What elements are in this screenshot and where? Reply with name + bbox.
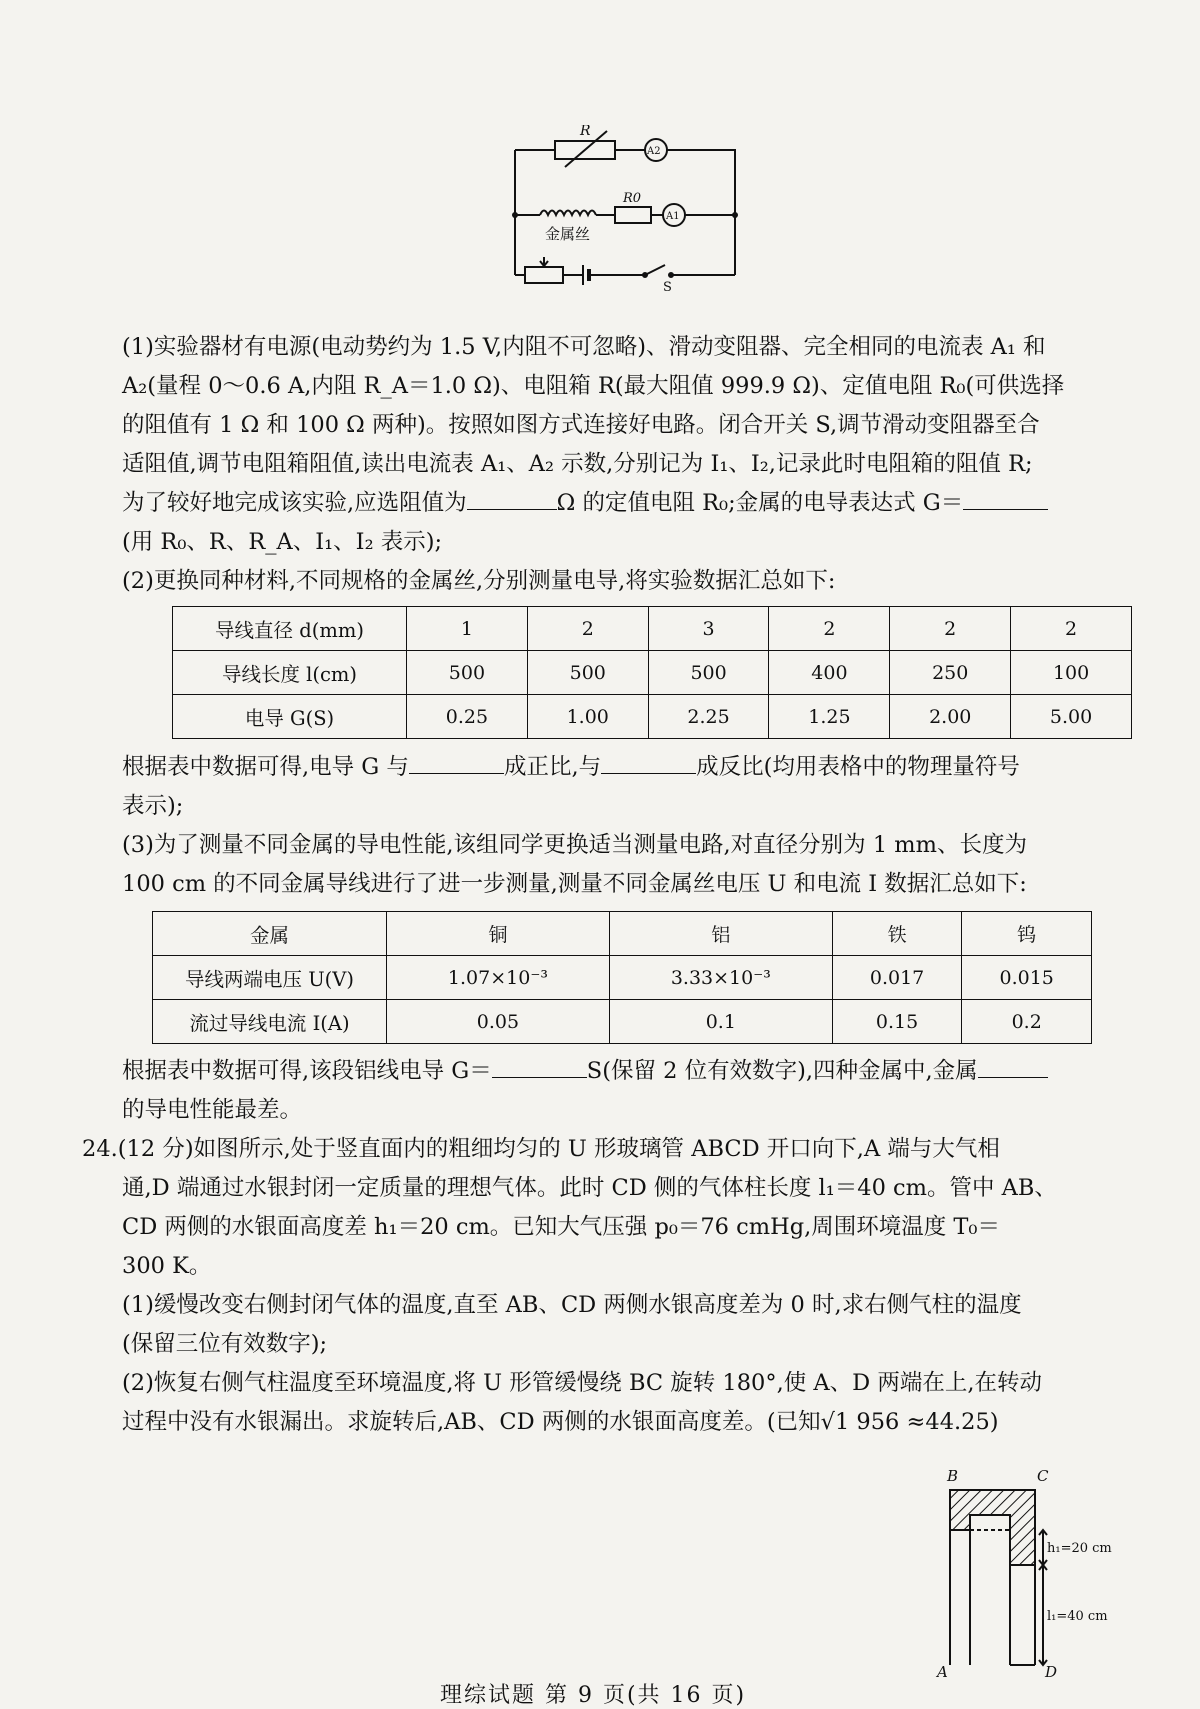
- table2-cell: 0.15: [832, 1000, 962, 1044]
- table1-cell: 500: [407, 651, 528, 695]
- table1-cell: 2: [890, 607, 1011, 651]
- label-a2: A2: [647, 146, 661, 157]
- q23-p2-line3: 表示);: [122, 793, 184, 819]
- table1-cell: 2: [527, 607, 648, 651]
- answer-blank-r0[interactable]: [467, 487, 557, 510]
- data-table-1: [172, 606, 1132, 739]
- table1-cell: 2: [769, 607, 890, 651]
- label-a1: A1: [666, 211, 680, 222]
- table1-cell: 5.00: [1011, 695, 1132, 739]
- table2-header-cell: 铁: [832, 912, 962, 956]
- q24-line5: (1)缓慢改变右侧封闭气体的温度,直至 AB、CD 两侧水银高度差为 0 时,求右侧气柱的温度: [122, 1292, 1022, 1318]
- table1-cell: 1.00: [527, 695, 648, 739]
- answer-blank-inverse[interactable]: [601, 751, 696, 774]
- q23-p3-line3: 根据表中数据可得,该段铝线电导 G＝ S(保留 2 位有效数字),四种金属中,金属: [122, 1052, 1122, 1091]
- label-switch: S: [663, 280, 672, 295]
- q23-p3-line1: (3)为了测量不同金属的导电性能,该组同学更换适当测量电路,对直径分别为 1 mm、长度为: [122, 832, 1027, 858]
- label-r0: R0: [623, 191, 642, 206]
- q23-p3-line4: 的导电性能最差。: [122, 1097, 303, 1123]
- q24-line4: 300 K。: [122, 1253, 212, 1279]
- table1-cell: 2.00: [890, 695, 1011, 739]
- q23-part2: [122, 748, 1122, 904]
- label-d: D: [1045, 1663, 1058, 1680]
- q23-p3-line2: 100 cm 的不同金属导线进行了进一步测量,测量不同金属丝电压 U 和电流 I 数据汇总如下:: [122, 871, 1027, 897]
- table1-cell: 2: [1011, 607, 1132, 651]
- q23-p1-line4: 适阻值,调节电阻箱阻值,读出电流表 A₁、A₂ 示数,分别记为 I₁、I₂,记录此时电阻箱的阻值 R;: [122, 451, 1033, 477]
- table1-row: [173, 651, 1132, 695]
- table1-cell: 500: [527, 651, 648, 695]
- table2-header-row: [153, 912, 1092, 956]
- u-tube-figure: [925, 1455, 1155, 1680]
- table1-cell: 2.25: [648, 695, 769, 739]
- table2-cell: 3.33×10⁻³: [609, 956, 832, 1000]
- table1-cell: 100: [1011, 651, 1132, 695]
- table1-cell: 1: [407, 607, 528, 651]
- q23-p1-line5: 为了较好地完成该实验,应选阻值为 Ω 的定值电阻 R₀;金属的电导表达式 G＝: [122, 484, 1122, 523]
- table2-row-label: 导线两端电压 U(V): [153, 956, 387, 1000]
- q24-line7: (2)恢复右侧气柱温度至环境温度,将 U 形管缓慢绕 BC 旋转 180°,使 A、D 两端在上,在转动: [122, 1370, 1043, 1396]
- q24-line3: CD 两侧的水银面高度差 h₁＝20 cm。已知大气压强 p₀＝76 cmHg,周围环境温度 T₀＝: [122, 1214, 1000, 1240]
- q23-p1-line2: A₂(量程 0～0.6 A,内阻 R_A＝1.0 Ω)、电阻箱 R(最大阻值 999.9 Ω)、定值电阻 R₀(可供选择: [122, 373, 1065, 399]
- table2-header-cell: 钨: [962, 912, 1092, 956]
- table1-row: [173, 607, 1132, 651]
- table1-cell: 250: [890, 651, 1011, 695]
- table2-cell: 0.017: [832, 956, 962, 1000]
- q23-p2-line2: 根据表中数据可得,电导 G 与 成正比,与 成反比(均用表格中的物理量符号: [122, 748, 1122, 787]
- table1-cell: 400: [769, 651, 890, 695]
- table2-row-label: 流过导线电流 I(A): [153, 1000, 387, 1044]
- table2-header-cell: 铜: [387, 912, 610, 956]
- data-table-2: [152, 911, 1092, 1044]
- label-h1: h₁=20 cm: [1047, 1541, 1112, 1556]
- table1-cell: 3: [648, 607, 769, 651]
- q24-line8: 过程中没有水银漏出。求旋转后,AB、CD 两侧的水银面高度差。(已知√1 956 ≈44.25): [122, 1409, 999, 1435]
- circuit-diagram: [505, 125, 745, 315]
- answer-blank-al-g[interactable]: [492, 1055, 587, 1078]
- label-c: C: [1037, 1467, 1049, 1485]
- table2-row: [153, 1000, 1092, 1044]
- table1-row-label: 电导 G(S): [173, 695, 407, 739]
- table1-cell: 500: [648, 651, 769, 695]
- label-r: R: [580, 125, 591, 139]
- table2-header-cell: 铝: [609, 912, 832, 956]
- q23-p2-line1: (2)更换同种材料,不同规格的金属丝,分别测量电导,将实验数据汇总如下:: [122, 568, 836, 594]
- q24-line6: (保留三位有效数字);: [122, 1331, 328, 1357]
- table2-cell: 0.05: [387, 1000, 610, 1044]
- label-a: A: [937, 1663, 948, 1680]
- q23-p1-line3: 的阻值有 1 Ω 和 100 Ω 两种)。按照如图方式连接好电路。闭合开关 S,调节滑动变阻器至合: [122, 412, 1040, 438]
- label-b: B: [947, 1467, 959, 1485]
- label-l1: l₁=40 cm: [1047, 1609, 1108, 1624]
- answer-blank-metal[interactable]: [978, 1055, 1048, 1078]
- table1-row-label: 导线直径 d(mm): [173, 607, 407, 651]
- answer-blank-proportional[interactable]: [409, 751, 504, 774]
- page-footer: 理综试题 第 9 页(共 16 页): [440, 1683, 747, 1708]
- table1-cell: 0.25: [407, 695, 528, 739]
- q23-p1-line1: (1)实验器材有电源(电动势约为 1.5 V,内阻不可忽略)、滑动变阻器、完全相同的电流表 A₁ 和: [122, 334, 1046, 360]
- q23-part3: [122, 1052, 1122, 1130]
- q24-line2: 通,D 端通过水银封闭一定质量的理想气体。此时 CD 侧的气体柱长度 l₁＝40 cm。管中 AB、: [122, 1175, 1057, 1201]
- label-wire: 金属丝: [545, 225, 591, 243]
- q24: [82, 1130, 1122, 1442]
- table1-row-label: 导线长度 l(cm): [173, 651, 407, 695]
- table2-row: [153, 956, 1092, 1000]
- q23-part1: [122, 328, 1122, 601]
- table2-cell: 0.015: [962, 956, 1092, 1000]
- table2-cell: 0.1: [609, 1000, 832, 1044]
- table2-header-cell: 金属: [153, 912, 387, 956]
- table2-cell: 0.2: [962, 1000, 1092, 1044]
- table1-row: [173, 695, 1132, 739]
- q24-line1: 24.(12 分)如图所示,处于竖直面内的粗细均匀的 U 形玻璃管 ABCD 开口向下,A 端与大气相: [82, 1136, 1000, 1162]
- q23-p1-line6: (用 R₀、R、R_A、I₁、I₂ 表示);: [122, 529, 443, 555]
- answer-blank-g[interactable]: [963, 487, 1048, 510]
- table2-cell: 1.07×10⁻³: [387, 956, 610, 1000]
- table1-cell: 1.25: [769, 695, 890, 739]
